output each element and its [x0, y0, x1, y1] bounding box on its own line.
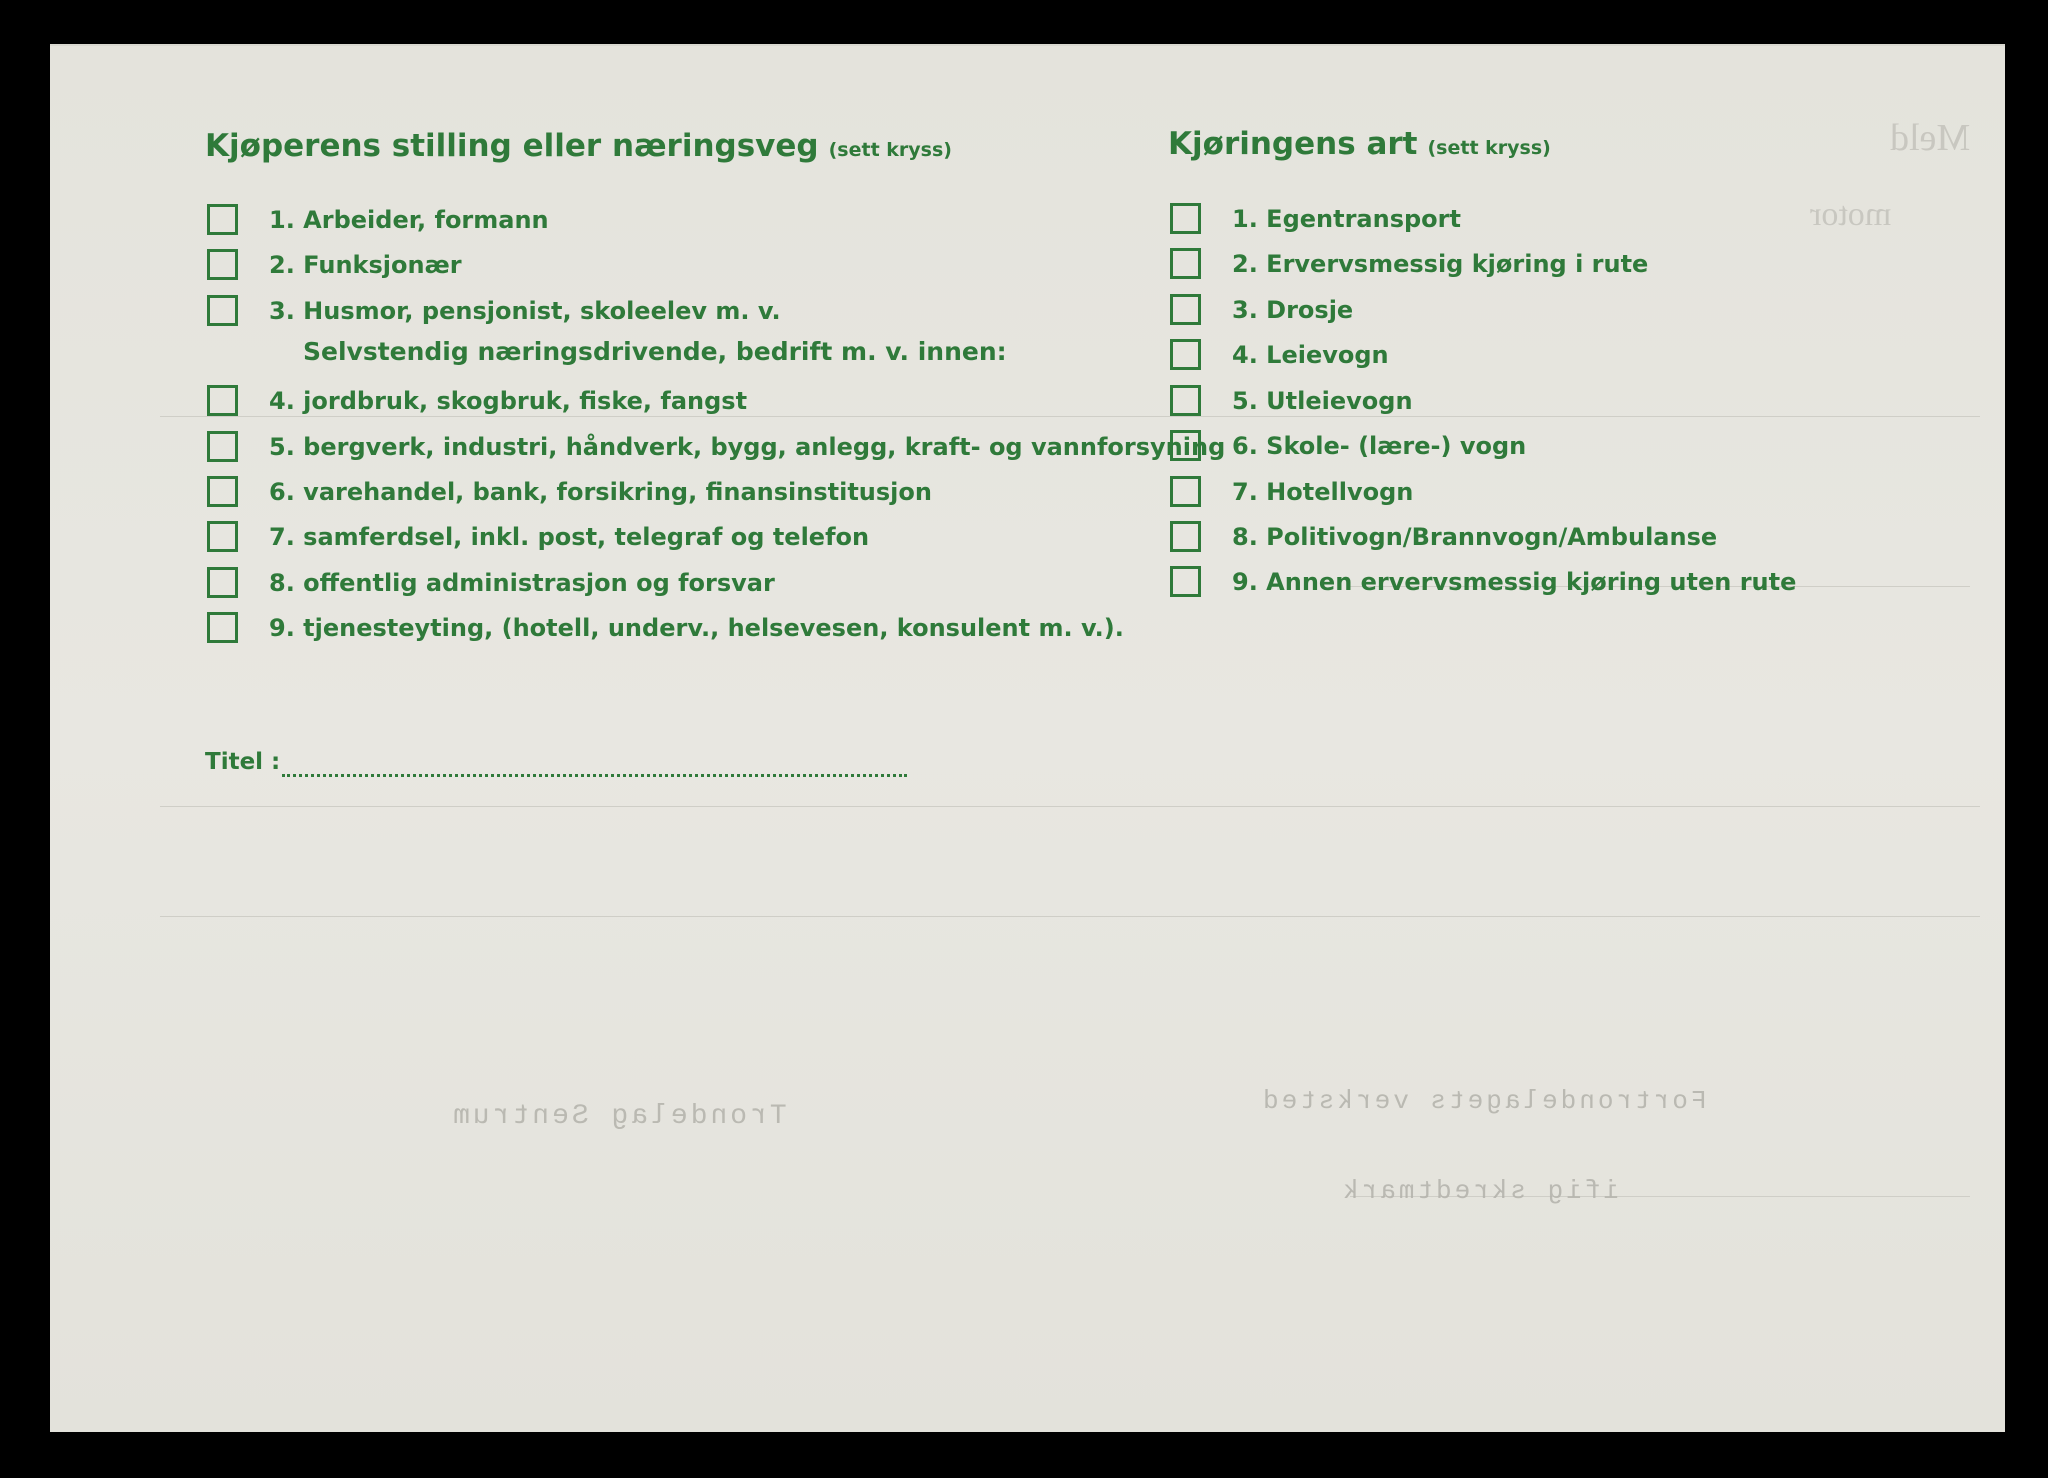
form-sheet: [50, 44, 2005, 1432]
checkbox-label: 8. Politivogn/Brannvogn/Ambulanse: [1232, 523, 1718, 551]
checkbox-label: 6. varehandel, bank, forsikring, finansinstitusjon: [269, 478, 932, 506]
bleed-through-line: [160, 806, 1980, 807]
bleed-through-line: [160, 916, 1980, 917]
checkbox[interactable]: [207, 612, 238, 643]
checkbox-label: 5. bergverk, industri, håndverk, bygg, anlegg, kraft- og vannforsyning: [269, 433, 1226, 461]
checkbox[interactable]: [1170, 339, 1201, 370]
checkbox[interactable]: [1170, 385, 1201, 416]
checkbox[interactable]: [1170, 476, 1201, 507]
checkbox-label: 8. offentlig administrasjon og forsvar: [269, 569, 775, 597]
checkbox-label: 9. tjenesteyting, (hotell, underv., helsevesen, konsulent m. v.).: [269, 614, 1124, 642]
bleed-through-typed-text: ifig skredtmark: [1340, 1176, 1620, 1206]
bleed-through-text: Meld: [1890, 117, 1971, 159]
checkbox-label: 2. Ervervsmessig kjøring i rute: [1232, 250, 1649, 278]
checkbox-label: 1. Arbeider, formann: [269, 206, 549, 234]
driving-type-heading: [1168, 126, 1551, 162]
title-field-line[interactable]: [282, 774, 907, 777]
checkbox-label: 3. Husmor, pensjonist, skoleelev m. v.: [269, 297, 781, 325]
checkbox[interactable]: [207, 521, 238, 552]
checkbox[interactable]: [1170, 294, 1201, 325]
checkbox-label: 7. Hotellvogn: [1232, 478, 1414, 506]
driving-type-note: (sett kryss): [1427, 137, 1551, 159]
checkbox-label: 6. Skole- (lære-) vogn: [1232, 432, 1527, 460]
buyer-occupation-note: (sett kryss): [828, 139, 952, 161]
checkbox-label: 4. jordbruk, skogbruk, fiske, fangst: [269, 387, 748, 415]
driving-type-title: Kjøringens art: [1168, 126, 1418, 162]
checkbox[interactable]: [1170, 203, 1201, 234]
checkbox-label: 4. Leievogn: [1232, 341, 1389, 369]
checkbox-label: 2. Funksjonær: [269, 251, 462, 279]
checkbox[interactable]: [207, 567, 238, 598]
checkbox-label: 7. samferdsel, inkl. post, telegraf og telefon: [269, 523, 870, 551]
checkbox[interactable]: [207, 204, 238, 235]
checkbox-label: 3. Drosje: [1232, 296, 1354, 324]
checkbox[interactable]: [207, 431, 238, 462]
bleed-through-typed-text: Fortrondelagets verksted: [1260, 1086, 1707, 1116]
checkbox[interactable]: [207, 476, 238, 507]
title-field-label: Titel :: [205, 749, 281, 775]
buyer-occupation-title: Kjøperens stilling eller næringsveg: [205, 128, 819, 164]
checkbox[interactable]: [1170, 521, 1201, 552]
checkbox[interactable]: [1170, 566, 1201, 597]
checkbox-label: 5. Utleievogn: [1232, 387, 1413, 415]
checkbox[interactable]: [1170, 248, 1201, 279]
checkbox-label: 9. Annen ervervsmessig kjøring uten rute: [1232, 568, 1797, 596]
bleed-through-typed-text: Trondelag Sentrum: [450, 1101, 787, 1132]
checkbox[interactable]: [207, 295, 238, 326]
buyer-occupation-heading: [205, 128, 952, 164]
self-employed-subheading: Selvstendig næringsdrivende, bedrift m. v. innen:: [303, 337, 1007, 366]
checkbox[interactable]: [207, 249, 238, 280]
bleed-through-text: motor: [1810, 196, 1892, 233]
checkbox[interactable]: [1170, 430, 1201, 461]
checkbox-label: 1. Egentransport: [1232, 205, 1461, 233]
checkbox[interactable]: [207, 385, 238, 416]
